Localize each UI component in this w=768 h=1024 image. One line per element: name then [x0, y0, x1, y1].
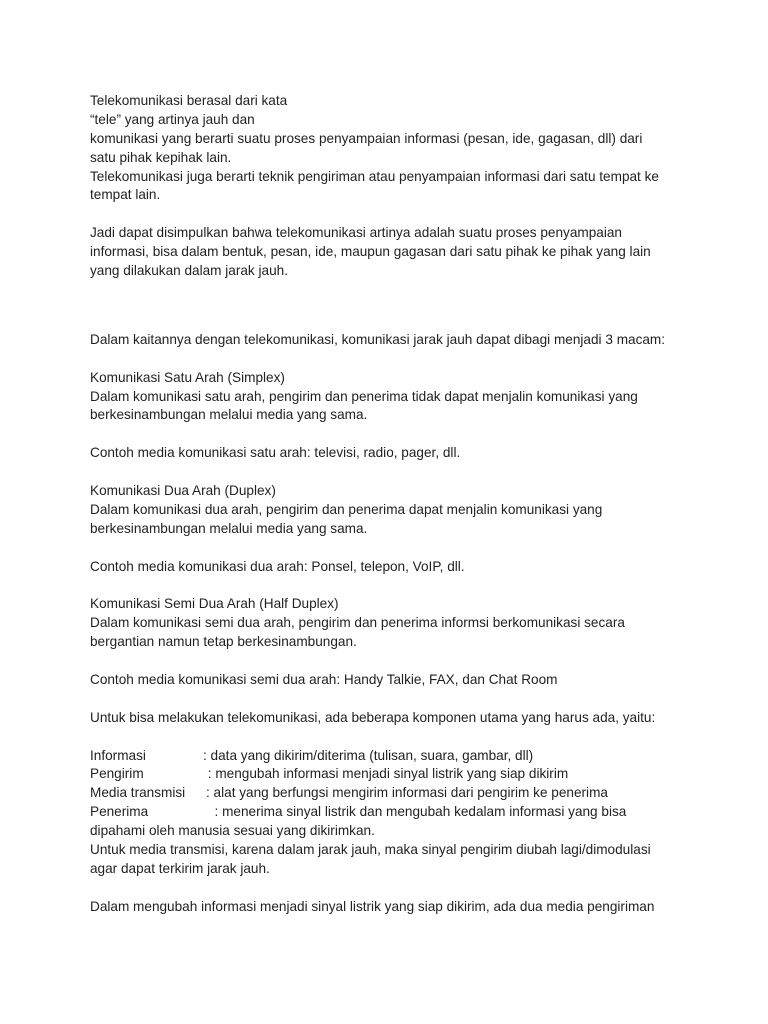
media-transmisi-note: agar dapat terkirim jarak jauh.	[90, 860, 270, 876]
component-description: : alat yang berfungsi mengirim informasi dari pengirim ke penerima	[206, 785, 608, 801]
component-term: Penerima	[90, 804, 149, 820]
paragraph-gap	[90, 576, 680, 595]
paragraph-gap	[90, 728, 680, 747]
duplex-description: Dalam komunikasi dua arah, pengirim dan penerima dapat menjalin komunikasi yang	[90, 501, 603, 517]
component-description: : mengubah informasi menjadi sinyal listrik yang siap dikirim	[204, 766, 569, 782]
component-row-informasi	[90, 747, 680, 766]
duplex-heading: Komunikasi Dua Arah (Duplex)	[90, 483, 276, 499]
paragraph-gap	[90, 539, 680, 558]
half-duplex-example: Contoh media komunikasi semi dua arah: Handy Talkie, FAX, dan Chat Room	[90, 671, 558, 687]
component-row-penerima	[90, 803, 680, 822]
paragraph-gap	[90, 425, 680, 444]
intro-line: satu pihak kepihak lain.	[90, 149, 232, 165]
media-transmisi-note: Untuk media transmisi, karena dalam jarak jauh, maka sinyal pengirim diubah lagi/dimodulasi	[90, 841, 651, 857]
simplex-description: Dalam komunikasi satu arah, pengirim dan penerima tidak dapat menjalin komunikasi yang	[90, 388, 638, 404]
simplex-example: Contoh media komunikasi satu arah: televisi, radio, pager, dll.	[90, 445, 461, 461]
simplex-description: berkesinambungan melalui media yang sama.	[90, 407, 368, 423]
duplex-description: berkesinambungan melalui media yang sama.	[90, 520, 368, 536]
paragraph-gap	[90, 350, 680, 369]
section-gap	[90, 281, 680, 331]
paragraph-gap	[90, 690, 680, 709]
intro-line: “tele” yang artinya jauh dan	[90, 111, 255, 127]
paragraph-gap	[90, 652, 680, 671]
conclusion-line: yang dilakukan dalam jarak jauh.	[90, 263, 288, 279]
conclusion-line: informasi, bisa dalam bentuk, pesan, ide, maupun gagasan dari satu pihak ke pihak yang lain	[90, 244, 651, 260]
document-body	[90, 92, 680, 917]
intro-line: tempat lain.	[90, 187, 161, 203]
component-term: Media transmisi	[90, 785, 186, 801]
component-term: Pengirim	[90, 766, 144, 782]
intro-line: Telekomunikasi juga berarti teknik pengiriman atau penyampaian informasi dari satu tempat ke	[90, 168, 659, 184]
duplex-example: Contoh media komunikasi dua arah: Ponsel, telepon, VoIP, dll.	[90, 558, 465, 574]
paragraph-gap	[90, 463, 680, 482]
half-duplex-heading: Komunikasi Semi Dua Arah (Half Duplex)	[90, 596, 339, 612]
component-term: Informasi	[90, 747, 146, 763]
simplex-heading: Komunikasi Satu Arah (Simplex)	[90, 369, 285, 385]
penerima-continuation: dipahami oleh manusia sesuai yang dikirimkan.	[90, 823, 375, 839]
component-description: : menerima sinyal listrik dan mengubah kedalam informasi yang bisa	[207, 804, 627, 820]
intro-line: komunikasi yang berarti suatu proses penyampaian informasi (pesan, ide, gagasan, dll) dari	[90, 130, 643, 146]
division-paragraph: Dalam kaitannya dengan telekomunikasi, komunikasi jarak jauh dapat dibagi menjadi 3 macam:	[90, 331, 666, 347]
component-description: : data yang dikirim/diterima (tulisan, suara, gambar, dll)	[203, 747, 534, 763]
intro-line: Telekomunikasi berasal dari kata	[90, 93, 288, 108]
half-duplex-description: bergantian namun tetap berkesinambungan.	[90, 634, 357, 650]
component-row-pengirim	[90, 765, 680, 784]
paragraph-gap	[90, 879, 680, 898]
half-duplex-description: Dalam komunikasi semi dua arah, pengirim dan penerima informsi berkomunikasi secara	[90, 615, 625, 631]
paragraph-gap	[90, 205, 680, 224]
component-row-media-transmisi	[90, 784, 680, 803]
conclusion-line: Jadi dapat disimpulkan bahwa telekomunikasi artinya adalah suatu proses penyampaian	[90, 225, 622, 241]
components-intro: Untuk bisa melakukan telekomunikasi, ada beberapa komponen utama yang harus ada, yaitu:	[90, 709, 656, 725]
closing-paragraph: Dalam mengubah informasi menjadi sinyal listrik yang siap dikirim, ada dua media pengiriman	[90, 898, 655, 914]
